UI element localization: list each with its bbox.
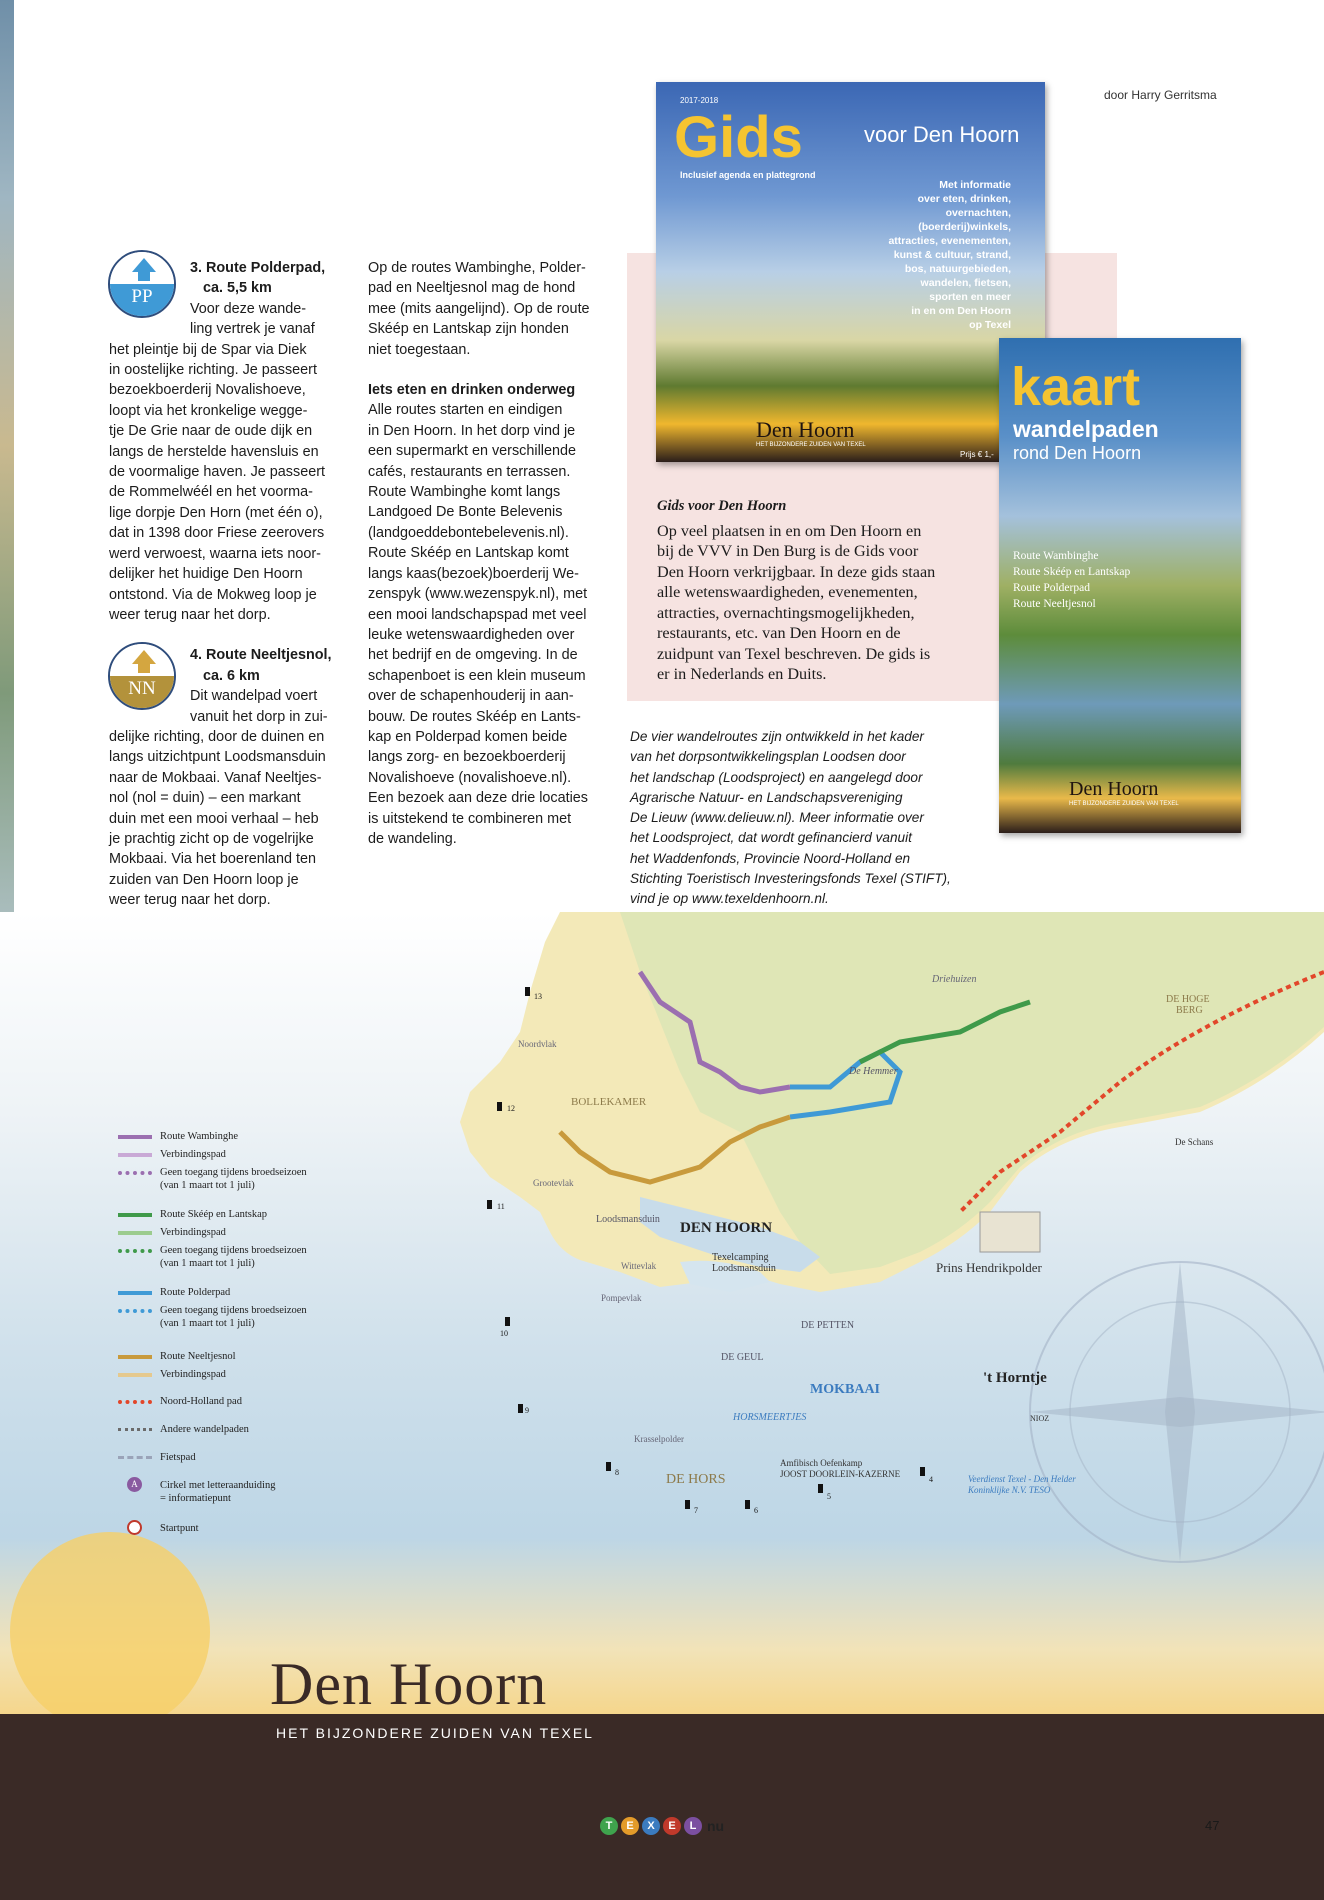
text-line: de Rommelwéél en het voorma- (109, 484, 313, 501)
cover-title: Gids (674, 105, 803, 170)
map-label-prins-hendrikpolder: Prins Hendrikpolder (936, 1260, 1042, 1275)
text-line: Skéép en Lantskap zijn honden (368, 321, 569, 338)
kaart-cover-image (999, 338, 1241, 833)
route4-section (109, 645, 341, 727)
kaart-tagline: HET BIJZONDERE ZUIDEN VAN TEXEL (1069, 801, 1179, 807)
text-line: het Loodsproject, dat wordt gefinancierd vanuit (630, 830, 912, 846)
cover-price: Prijs € 1,- (960, 450, 994, 459)
paal-number: 13 (534, 992, 542, 1001)
text-line: langs de herstelde havensluis en (109, 443, 319, 460)
text-line: alle wetenswaardigheden, evenementen, (657, 583, 918, 601)
footer-tagline: HET BIJZONDERE ZUIDEN VAN TEXEL (276, 1725, 594, 1741)
text-line: het bedrijf en de omgeving. In de (368, 647, 578, 664)
cover-inclusief: Inclusief agenda en plattegrond (680, 170, 816, 180)
route4-title: 4. Route Neeltjesnol, (190, 647, 332, 664)
text-line: zuiden van Den Hoorn loop je (109, 871, 299, 888)
text-line: cafés, restaurants en terrassen. (368, 463, 571, 480)
text-line: niet toegestaan. (368, 341, 471, 358)
text-line: loopt via het kronkelige wegge- (109, 402, 308, 419)
text-line: bezoekboerderij Novalishoeve, (109, 382, 306, 399)
kaart-title: kaart (1011, 357, 1141, 417)
byline: door Harry Gerritsma (1104, 88, 1217, 102)
text-line: restaurants, etc. van Den Hoorn en de (657, 624, 901, 642)
text-line: weer terug naar het dorp. (109, 606, 271, 623)
text-line: mee (mits aangelijnd). Op de route (368, 300, 590, 317)
text-line: langs zorg- en bezoekboerderij (368, 749, 566, 766)
text-line: (landgoeddebontebelevenis.nl). (368, 524, 569, 541)
text-line: vind je op www.texeldenhoorn.nl. (630, 891, 829, 907)
startpunt-icon (127, 1520, 142, 1535)
map-label-loodsmansduin: Loodsmansduin (596, 1214, 660, 1225)
gids-cover-image (656, 82, 1045, 462)
gids-title: Gids voor Den Hoorn (657, 498, 787, 514)
text-line: duin met een mooi verhaal – heb (109, 810, 319, 827)
text-line: Stichting Toeristisch Investeringsfonds Texel (STIFT), (630, 871, 951, 887)
text-line: een supermarkt en verschillende (368, 443, 576, 460)
text-line: De vier wandelroutes zijn ontwikkeld in het kader (630, 729, 924, 744)
text-line: schapenboet is een klein museum (368, 667, 586, 684)
section-heading: Iets eten en drinken onderweg (368, 382, 576, 399)
text-line: er in Nederlands en Duits. (657, 665, 827, 683)
text-line: lige dorpje Den Horn (met één o), (109, 504, 323, 521)
paal-number: 5 (827, 1492, 831, 1501)
text-line: kap en Polderpad komen beide (368, 728, 568, 745)
cover-info: Met informatie over eten, drinken, overnachten, (boerderij)winkels, attracties, evenementen, kunst & cultuur, strand, bos, natuurgebieden, wandelen, fietsen, sporten en meer in en om Den Hoorn op Texel (888, 179, 1011, 331)
cover-year: 2017-2018 (680, 96, 719, 105)
map-label-de-petten: DE PETTEN (801, 1320, 855, 1331)
text-line: de voormalige haven. Je passeert (109, 464, 325, 481)
map-label-de-hemmer: De Hemmer (849, 1066, 898, 1077)
map-label-horsmeertjes: HORSMEERTJES (733, 1412, 807, 1423)
text-line: De Lieuw (www.delieuw.nl). Meer informatie over (630, 810, 924, 826)
map-label-mokbaai: MOKBAAI (810, 1382, 880, 1397)
text-line: bouw. De routes Skéép en Lants- (368, 708, 581, 725)
text-line: in Den Hoorn. In het dorp vind je (368, 422, 576, 439)
cover-brand: Den Hoorn (756, 417, 855, 442)
map-label-krasselpolder: Krasselpolder (634, 1434, 684, 1444)
page-number: 47 (1205, 1818, 1220, 1833)
map-label-wittevlak: Wittevlak (621, 1261, 657, 1271)
paal-number: 9 (525, 1406, 529, 1415)
text-line: weer terug naar het dorp. (109, 892, 271, 909)
text-line: Alle routes starten en eindigen (368, 402, 563, 419)
text-line: bij de VVV in Den Burg is de Gids voor (657, 542, 919, 560)
texel-nu-logo: T E X E L nu (600, 1816, 724, 1836)
text-line: pad en Neeltjesnol mag de hond (368, 280, 576, 297)
kaart-routes: Route Wambinghe Route Skéép en Lantskap Route Polderpad Route Neeltjesnol (1013, 550, 1131, 610)
badge-code: NN (128, 678, 156, 699)
map-label-pompevlak: Pompevlak (601, 1293, 642, 1303)
column-2 (368, 258, 604, 849)
paal-number: 6 (754, 1506, 758, 1515)
paal-number: 7 (694, 1506, 698, 1515)
text-line: attracties, overnachtingsmogelijkheden, (657, 603, 915, 622)
map-label-de-schans: De Schans (1175, 1137, 1214, 1147)
text-line: delijker het huidige Den Hoorn (109, 566, 303, 583)
bottom-band (0, 1714, 1324, 1900)
footer-brand: Den Hoorn (270, 1651, 548, 1717)
text-line: Voor deze wande- (190, 300, 307, 317)
route3-length: ca. 5,5 km (203, 280, 272, 297)
map-label-noordvlak: Noordvlak (518, 1039, 557, 1049)
map-label-de-geul: DE GEUL (721, 1352, 764, 1363)
text-line: werd verwoest, waarna iets noor- (109, 545, 321, 562)
route3-title: 3. Route Polderpad, (190, 260, 326, 276)
map-label-de-hors: DE HORS (666, 1472, 726, 1487)
kaart-brand: Den Hoorn (1069, 778, 1159, 800)
route4-length: ca. 6 km (203, 667, 260, 684)
paal-number: 11 (497, 1202, 505, 1211)
text-line: je prachtig zicht op de vogelrijke (109, 830, 314, 847)
map-label-amfibisch: Amfibisch Oefenkamp JOOST DOORLEIN-KAZERNE (780, 1458, 901, 1479)
map-label-driehuizen: Driehuizen (932, 974, 977, 985)
cover-tagline: HET BIJZONDERE ZUIDEN VAN TEXEL (756, 442, 866, 448)
text-line: vanuit het dorp in zui- (190, 708, 328, 725)
text-line: Dit wandelpad voert (190, 688, 318, 705)
map-label-bollekamer: BOLLEKAMER (571, 1096, 647, 1108)
text-line: Landgoed De Bonte Belevenis (368, 504, 563, 521)
route3-section (109, 258, 341, 340)
cover-subtitle: voor Den Hoorn (864, 122, 1020, 147)
text-line: Agrarische Natuur- en Landschapsvereniging (630, 789, 903, 805)
text-line: het pleintje bij de Spar via Diek (109, 341, 307, 358)
info-point-icon: A (127, 1477, 142, 1492)
text-line: naar de Mokbaai. Vanaf Neeltjes- (109, 769, 322, 786)
text-line: het landschap (Loodsproject) en aangelegd door (630, 769, 923, 785)
map-label-grootevlak: Grootevlak (533, 1178, 574, 1188)
text-line: Novalishoeve (novalishoeve.nl). (368, 769, 572, 786)
text-line: ling vertrek je vanaf (190, 321, 315, 338)
text-line: over de schapenhouderij in aan- (368, 688, 574, 705)
map-label-den-hoorn: DEN HOORN (680, 1220, 773, 1236)
text-line: Den Hoorn verkrijgbaar. In deze gids staan (657, 562, 936, 581)
text-line: zenspyk (www.wezenspyk.nl), met (368, 586, 588, 603)
kaart-line2: wandelpaden (1013, 416, 1159, 442)
text-line: zuidpunt van Texel beschreven. De gids is (657, 644, 931, 663)
badge-code: PP (131, 286, 153, 307)
text-line: Route Skéép en Lantskap komt (368, 545, 569, 562)
text-line: langs kaas(bezoek)boerderij We- (368, 565, 579, 582)
text-line: het Waddenfonds, Provincie Noord-Holland en (630, 850, 911, 866)
text-line: in oostelijke richting. Je passeert (109, 362, 317, 379)
paal-number: 12 (507, 1104, 515, 1113)
paal-number: 4 (929, 1475, 933, 1484)
text-line: Mokbaai. Via het boerenland ten (109, 851, 316, 868)
text-line: Route Wambinghe komt langs (368, 484, 561, 501)
text-line: tje De Grie naar de oude dijk en (109, 423, 313, 440)
text-line: is uitstekend te combineren met (368, 810, 572, 827)
map-label-horntje: 't Horntje (983, 1370, 1047, 1386)
map-label-de-hoge-berg: DE HOGE BERG (1166, 994, 1210, 1016)
kaart-line3: rond Den Hoorn (1013, 443, 1142, 463)
text-line: van het dorpsontwikkelingsplan Loodsen door (630, 749, 906, 765)
text-line: Een bezoek aan deze drie locaties (368, 790, 589, 807)
text-line: Op veel plaatsen in en om Den Hoorn en (657, 521, 922, 540)
text-line: Op de routes Wambinghe, Polder- (368, 260, 586, 276)
text-line: nol (nol = duin) – een markant (109, 790, 301, 807)
text-line: delijke richting, door de duinen en (109, 728, 325, 745)
text-line: een mooi landschapspad met veel (368, 606, 587, 623)
text-line: ontstond. Via de Mokweg loop je (109, 586, 317, 603)
text-line: de wandeling. (368, 830, 457, 847)
loodsproject-note (630, 727, 1000, 910)
text-line: langs uitzichtpunt Loodsmansduin (109, 749, 326, 766)
map-label-veerdienst: Veerdienst Texel - Den Helder Koninklijke N.V. TESO (968, 1474, 1076, 1495)
paal-number: 10 (500, 1329, 508, 1338)
text-line: dat in 1398 door Friese zeerovers (109, 525, 325, 542)
map-label-nioz: NIOZ (1030, 1414, 1050, 1423)
left-edge-photo-strip (0, 0, 14, 990)
gids-description (657, 496, 957, 685)
map-label-texelcamping: Texelcamping Loodsmansduin (712, 1252, 776, 1274)
text-line: leuke wetenswaardigheden over (368, 626, 575, 643)
paal-number: 8 (615, 1468, 619, 1477)
